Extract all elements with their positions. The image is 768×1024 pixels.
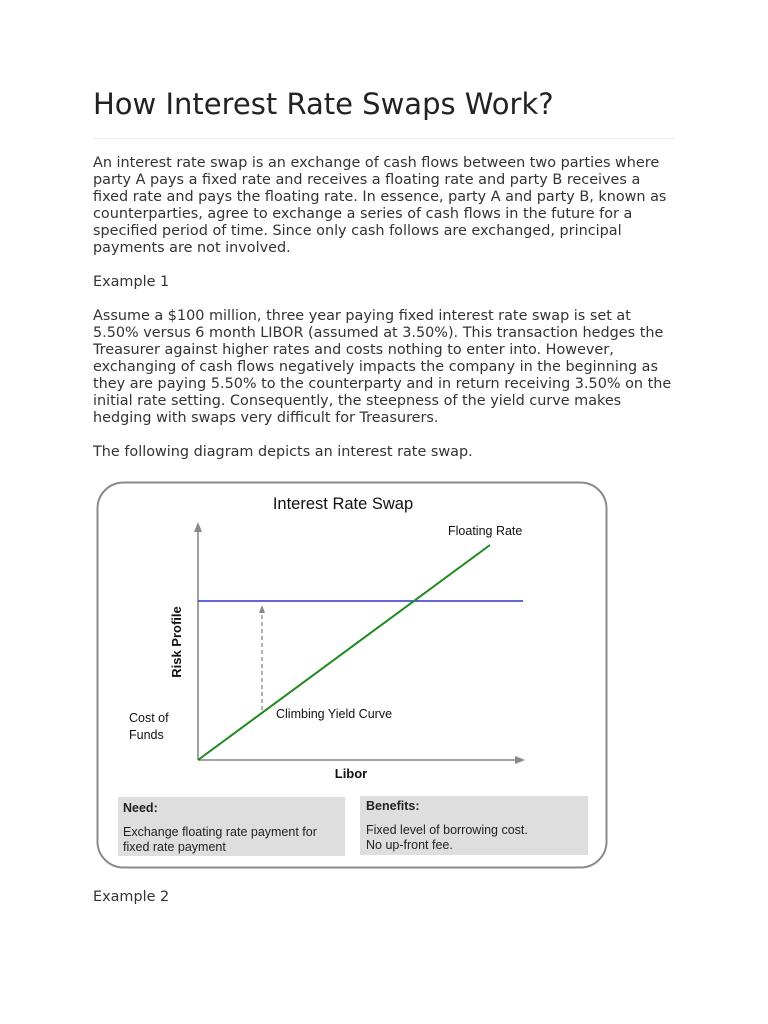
need-line-1: Exchange floating rate payment for <box>123 825 317 839</box>
example-1-paragraph: Assume a $100 million, three year paying fixed interest rate swap is set at 5.50% versus 6 month LIBOR (assumed at 3.50%). This transaction hedges the Treasurer against higher rates and costs nothing to enter into. However, exchanging of cash flows negatively impacts the company in the beginning as they are paying 5.50% to the counterparty and in return receiving 3.50% on the initial rate setting. Consequently, the steepness of the yield curve makes hedging with swaps very difficult for Treasurers. <box>93 308 672 426</box>
page-title: How Interest Rate Swaps Work? <box>93 87 554 121</box>
cost-of-funds-label-line1: Cost of <box>129 711 169 725</box>
climbing-yield-curve-label: Climbing Yield Curve <box>276 707 393 721</box>
benefits-line-2: No up-front fee. <box>366 838 453 852</box>
diagram-intro: The following diagram depicts an interest rate swap. <box>93 444 473 460</box>
benefits-heading: Benefits: <box>366 799 420 813</box>
need-box <box>118 797 345 856</box>
interest-rate-swap-diagram <box>96 481 608 869</box>
intro-paragraph: An interest rate swap is an exchange of cash flows between two parties where party A pays a fixed rate and receives a floating rate and party B receives a fixed rate and pays the floating rate. In essence, party A and party B, known as counterparties, agree to exchange a series of cash flows in the future for a specified period of time. Since only cash follows are exchanged, principal payments are not involved. <box>93 155 667 256</box>
y-axis-label: Risk Profile <box>169 606 184 678</box>
example-2-heading: Example 2 <box>93 889 170 905</box>
example-1-heading: Example 1 <box>93 274 170 290</box>
need-heading: Need: <box>123 801 158 815</box>
x-axis-label: Libor <box>334 766 368 781</box>
title-divider <box>93 138 675 139</box>
need-line-2: fixed rate payment <box>123 840 226 854</box>
floating-rate-label: Floating Rate <box>448 524 523 538</box>
benefits-box <box>360 796 588 855</box>
diagram-title: Interest Rate Swap <box>272 495 414 513</box>
cost-of-funds-label-line2: Funds <box>129 728 164 742</box>
benefits-line-1: Fixed level of borrowing cost. <box>366 823 528 837</box>
